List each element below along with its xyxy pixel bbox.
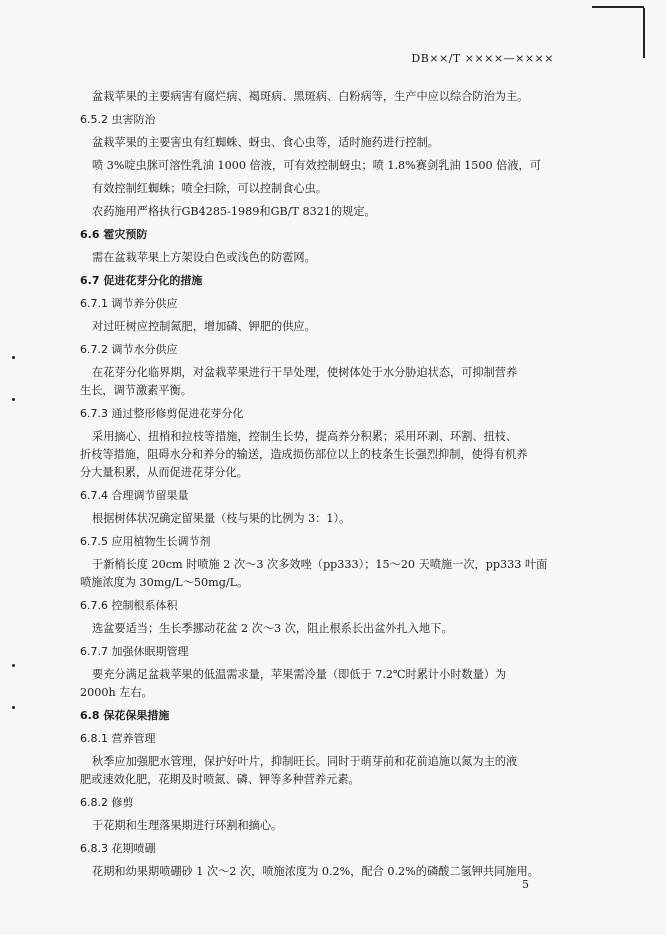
paragraph-line: 于新梢长度 20cm 时喷施 2 次～3 次多效唑（pp333）；15～20 天喷施一次，pp333 叶面: [92, 558, 548, 571]
section-heading: 6.7 促进花芽分化的措施: [80, 274, 203, 287]
scan-corner-mark: [643, 8, 645, 58]
section-heading: 6.8.1 营养管理: [80, 732, 156, 745]
paragraph-line: 于花期和生理落果期进行环割和摘心。: [92, 819, 283, 832]
page-number: 5: [522, 878, 529, 891]
paragraph-line: 农药施用严格执行GB4285-1989和GB/T 8321的规定。: [92, 205, 376, 218]
paragraph-line: 在花芽分化临界期，对盆栽苹果进行干旱处理，使树体处于水分胁迫状态，可抑制营养: [92, 366, 518, 379]
section-heading: 6.8.2 修剪: [80, 796, 134, 809]
paragraph-line: 有效控制红蜘蛛；喷全扫除，可以控制食心虫。: [92, 182, 327, 195]
section-heading: 6.7.2 调节水分供应: [80, 343, 178, 356]
scan-speck: [12, 664, 15, 667]
scan-speck: [12, 706, 15, 709]
section-heading: 6.8 保花保果措施: [80, 709, 170, 722]
section-heading: 6.7.6 控制根系体积: [80, 599, 178, 612]
paragraph-line: 采用摘心、扭梢和拉枝等措施，控制生长势，提高养分积累；采用环剥、环割、扭枝、: [92, 430, 518, 443]
paragraph-line: 2000h 左右。: [80, 686, 153, 699]
document-code-header: DB××/T ××××—××××: [411, 52, 554, 65]
paragraph-line: 分大量积累，从而促进花芽分化。: [80, 466, 248, 479]
scan-speck: [12, 356, 15, 359]
paragraph-line: 生长，调节激素平衡。: [80, 384, 192, 397]
section-heading: 6.8.3 花期喷硼: [80, 842, 156, 855]
paragraph-line: 要充分满足盆栽苹果的低温需求量，苹果需冷量（即低于 7.2℃时累计小时数量）为: [92, 668, 507, 681]
paragraph-line: 盆栽苹果的主要病害有腐烂病、褐斑病、黑斑病、白粉病等，生产中应以综合防治为主。: [92, 90, 529, 103]
paragraph-line: 选盆要适当；生长季挪动花盆 2 次～3 次，阻止根系长出盆外扎入地下。: [92, 622, 453, 635]
section-heading: 6.5.2 虫害防治: [80, 113, 156, 126]
paragraph-line: 需在盆栽苹果上方架设白色或浅色的防雹网。: [92, 251, 316, 264]
paragraph-line: 喷施浓度为 30mg/L～50mg/L。: [80, 576, 249, 589]
section-heading: 6.7.5 应用植物生长调节剂: [80, 535, 211, 548]
paragraph-line: 对过旺树应控制氮肥，增加磷、钾肥的供应。: [92, 320, 316, 333]
paragraph-line: 秋季应加强肥水管理，保护好叶片，抑制旺长。同时于萌芽前和花前追施以氮为主的液: [92, 755, 518, 768]
section-heading: 6.6 雹灾预防: [80, 228, 148, 241]
section-heading: 6.7.7 加强休眠期管理: [80, 645, 189, 658]
section-heading: 6.7.3 通过整形修剪促进花芽分化: [80, 407, 244, 420]
scan-corner-mark: [592, 6, 644, 8]
paragraph-line: 花期和幼果期喷硼砂 1 次～2 次，喷施浓度为 0.2%，配合 0.2%的磷酸二氢钾共同施用。: [92, 865, 539, 878]
paragraph-line: 折枝等措施，阻碍水分和养分的输送，造成损伤部位以上的枝条生长强烈抑制，使得有机养: [80, 448, 528, 461]
paragraph-line: 喷 3%啶虫脒可溶性乳油 1000 倍液，可有效控制蚜虫；喷 1.8%赛剑乳油 1500 倍液，可: [92, 159, 541, 172]
scan-speck: [12, 398, 15, 401]
section-heading: 6.7.4 合理调节留果量: [80, 489, 189, 502]
paragraph-line: 肥或速效化肥，花期及时喷氮、磷、钾等多种营养元素。: [80, 773, 360, 786]
paragraph-line: 盆栽苹果的主要害虫有红蜘蛛、蚜虫、食心虫等，适时施药进行控制。: [92, 136, 439, 149]
section-heading: 6.7.1 调节养分供应: [80, 297, 178, 310]
paragraph-line: 根据树体状况确定留果量（枝与果的比例为 3：1）。: [92, 512, 351, 525]
